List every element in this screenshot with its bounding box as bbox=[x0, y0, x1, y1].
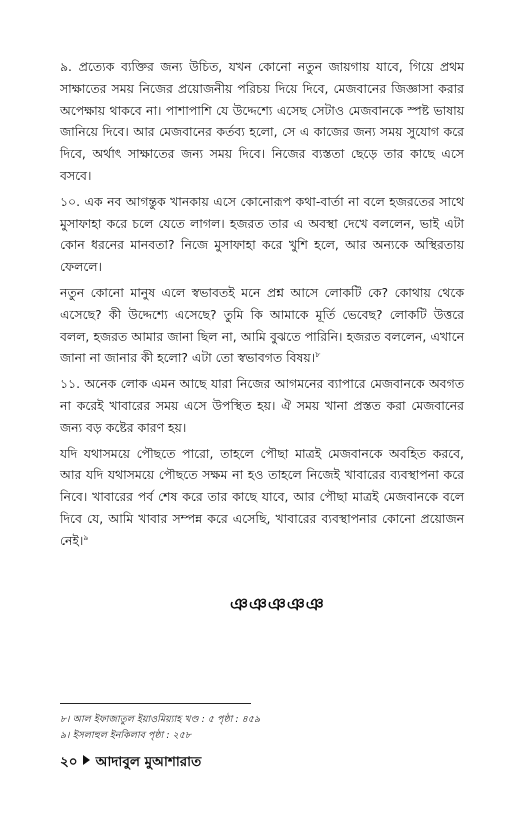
paragraph-9: ৯. প্রত্যেক ব্যক্তির জন্য উচিত, যখন কোনো নতুন জায়গায় যাবে, গিয়ে প্রথম সাক্ষাতের সময় নিজের প্রয়োজনীয় পরিচয় দিয়ে দিবে, মেজবানের জিজ্ঞাসা করার অপেক্ষায় থাকবে না। পাশাপাশি যে উদ্দেশ্যে এসেছ সেটাও মেজবানকে স্পষ্ট ভাষায় জানিয়ে দিবে। আর মেজবানের কর্তব্য হলো, সে এ কাজের জন্য সময় সুযোগ করে দিবে, অর্থাৎ সাক্ষাতের জন্য সময় দিবে। নিজের ব্যস্ততা ছেড়ে তার কাছে এসে বসবে। bbox=[60, 59, 464, 183]
footnotes bbox=[60, 712, 464, 743]
book-title: আদাবুল মুআশারাত bbox=[95, 754, 202, 770]
footnote-ref-9[interactable]: ৯ bbox=[83, 532, 89, 542]
paragraph-11: ১১. অনেক লোক এমন আছে যারা নিজের আগমনের ব্যাপারে মেজবানকে অবগত না করেই খাবারের সময় এসে উপস্থিত হয়। ঐ সময় খানা প্রস্তত করা মেজবানের জন্য বড় কষ্টের কারণ হয়। bbox=[60, 376, 464, 435]
footnote-8: ৮। আল ইফাজাতুল ইয়াওমিয়্যাহ খণ্ড : ৫ পৃষ্ঠা : ৪৫৯ bbox=[60, 714, 261, 725]
paragraph-10-continued: নতুন কোনো মানুষ এলে স্বভাবতই মনে প্রশ্ন আসে লোকটি কে? কোথায় থেকে এসেছে? কী উদ্দেশ্যে এসেছে? তুমি কি আমাকে মূর্তি ভেবেছ? লোকটি উত্তরে বলল, হজরত আমার জানা ছিল না, আমি বুঝতে পারিনি। হজরত বললেন, এখানে জানা না জানার কী হলো? এটা তো স্বভাবগত বিষয়।$^৮$ bbox=[60, 284, 464, 366]
footnote-ref-8[interactable]: ৮ bbox=[315, 350, 321, 360]
section-ornament: ঞঞঞঞঞ bbox=[230, 595, 325, 615]
running-footer bbox=[60, 751, 201, 774]
page-number: ২০ bbox=[60, 754, 78, 770]
triangle-right-icon bbox=[83, 755, 90, 765]
footnote-divider bbox=[60, 703, 251, 704]
paragraph-11-continued: যদি যথাসময়ে পৌছতে পারো, তাহলে পৌছা মাত্রই মেজবানকে অবহিত করবে, আর যদি যথাসময়ে পৌছতে সক্ষম না হও তাহলে নিজেই খাবারের ব্যবস্থাপনা করে নিবে। খাবারের পর্ব শেষ করে তার কাছে যাবে, আর পৌছা মাত্রই মেজবানকে বলে দিবে যে, আমি খাবার সম্পন্ন করে এসেছি, খাবারের ব্যবস্থাপনার কোনো প্রয়োজন নেই।$^৯$ bbox=[60, 445, 464, 548]
body-text bbox=[60, 56, 464, 556]
footnote-9: ৯। ইসলাহুল ইনকিলাব পৃষ্ঠা : ২৫৮ bbox=[60, 729, 192, 741]
paragraph-10: ১০. এক নব আগন্তুক খানকায় এসে কোনোরূপ কথা-বার্তা না বলে হজরতের সাথে মুসাফাহা করে চলে যেতে লাগল। হজরত তার এ অবস্থা দেখে বললেন, ভাই এটা কোন ধরনের মানবতা? নিজে মুসাফাহা করে খুশি হলে, আর অন্যকে অস্থিরতায় ফেললে। bbox=[60, 193, 464, 275]
